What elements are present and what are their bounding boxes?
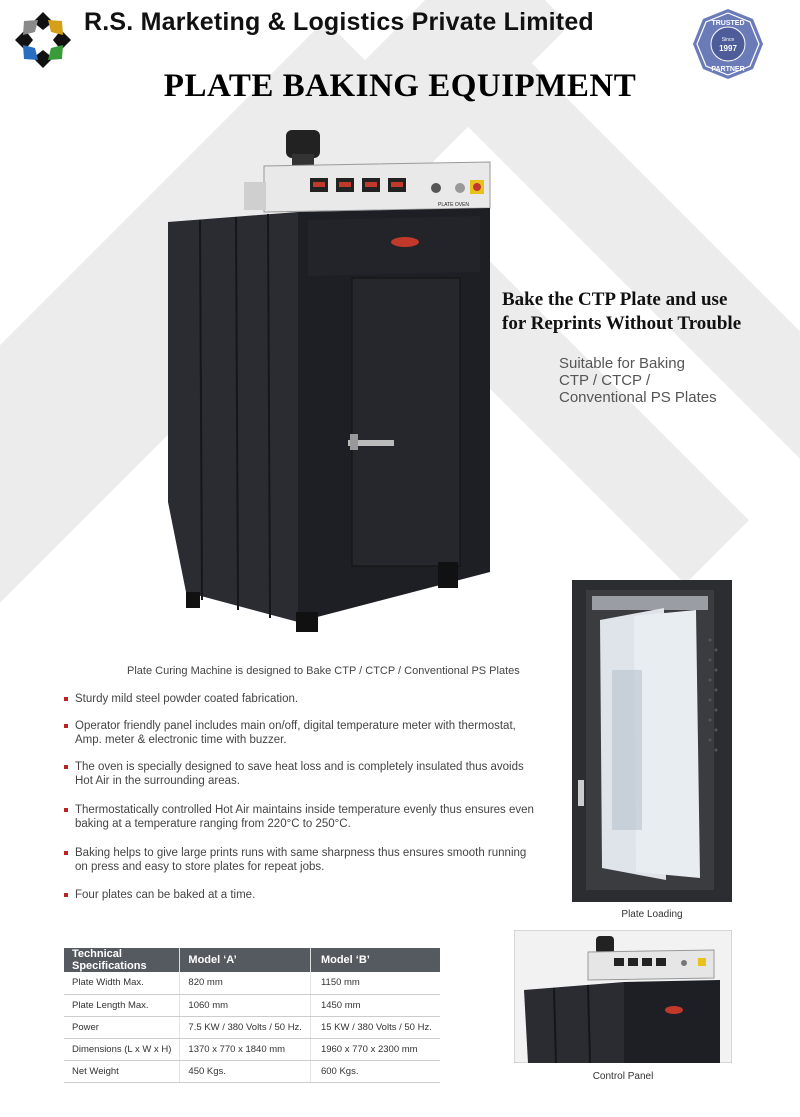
suitable-text <box>559 355 717 406</box>
feature-line: on press and easy to store plates for repeat jobs. <box>75 861 325 873</box>
plate-loading-caption: Plate Loading <box>621 909 683 920</box>
technical-specifications-table <box>64 948 440 1083</box>
table-row <box>64 1060 440 1082</box>
feature-line: Four plates can be baked at a time. <box>75 889 256 901</box>
table-cell: Net Weight <box>64 1060 180 1082</box>
table-cell: 1450 mm <box>310 994 439 1016</box>
feature-item <box>64 846 554 874</box>
feature-line: The oven is specially designed to save heat loss and is completely insulated thus avoids <box>75 761 524 773</box>
bullet-icon <box>64 697 68 701</box>
table-cell: Power <box>64 1016 180 1038</box>
plate-loading-image <box>572 580 732 902</box>
table-cell: 820 mm <box>180 972 311 994</box>
feature-item <box>64 888 554 902</box>
tagline-line-2: for Reprints Without Trouble <box>502 313 742 334</box>
table-cell: Dimensions (L x W x H) <box>64 1038 180 1060</box>
tagline <box>502 288 741 336</box>
table-cell: 1060 mm <box>180 994 311 1016</box>
feature-line: Amp. meter & electronic time with buzzer. <box>75 734 287 746</box>
badge-bottom-text: PARTNER <box>711 66 745 73</box>
feature-list <box>64 692 554 902</box>
feature-item <box>64 719 554 747</box>
table-row <box>64 1038 440 1060</box>
table-cell: 15 KW / 380 Volts / 50 Hz. <box>310 1016 439 1038</box>
table-cell: 1150 mm <box>310 972 439 994</box>
table-cell: Plate Length Max. <box>64 994 180 1016</box>
bullet-icon <box>64 893 68 897</box>
badge-since-text: Since <box>721 37 735 43</box>
badge-top-text: TRUSTED <box>711 20 745 27</box>
feature-item <box>64 760 554 788</box>
control-panel-caption: Control Panel <box>592 1071 654 1082</box>
company-logo <box>10 10 76 70</box>
control-panel-image <box>514 930 732 1063</box>
bullet-icon <box>64 808 68 812</box>
table-cell: 450 Kgs. <box>180 1060 311 1082</box>
bullet-icon <box>64 765 68 769</box>
table-header-cell: Model ‘B’ <box>310 948 439 972</box>
plate-oven-image <box>160 122 500 642</box>
feature-line: Sturdy mild steel powder coated fabrication. <box>75 693 299 705</box>
company-name: R.S. Marketing & Logistics Private Limited <box>84 8 594 36</box>
table-cell: 600 Kgs. <box>310 1060 439 1082</box>
feature-line: baking at a temperature ranging from 220°C to 250°C. <box>75 818 351 830</box>
intro-text: Plate Curing Machine is designed to Bake CTP / CTCP / Conventional PS Plates <box>127 665 520 677</box>
table-cell: 1960 x 770 x 2300 mm <box>310 1038 439 1060</box>
feature-item <box>64 692 554 706</box>
bullet-icon <box>64 724 68 728</box>
feature-line: Thermostatically controlled Hot Air maintains inside temperature evenly thus ensures even <box>75 804 534 816</box>
page-title: PLATE BAKING EQUIPMENT <box>163 68 637 104</box>
table-row <box>64 972 440 994</box>
table-header-cell: Technical Specifications <box>64 948 180 972</box>
table-row <box>64 994 440 1016</box>
bullet-icon <box>64 851 68 855</box>
table-cell: 1370 x 770 x 1840 mm <box>180 1038 311 1060</box>
table-row <box>64 1016 440 1038</box>
table-cell: Plate Width Max. <box>64 972 180 994</box>
feature-item <box>64 803 554 831</box>
badge-year-text: 1997 <box>719 44 737 53</box>
feature-line: Baking helps to give large prints runs with same sharpness thus ensures smooth running <box>75 847 527 859</box>
suitable-line-3: Conventional PS Plates <box>559 389 717 406</box>
oven-panel-label: PLATE OVEN <box>438 202 470 208</box>
table-header-row <box>64 948 440 972</box>
tagline-line-1: Bake the CTP Plate and use <box>502 289 728 310</box>
suitable-line-2: CTP / CTCP / <box>559 372 651 389</box>
feature-line: Operator friendly panel includes main on/off, digital temperature meter with thermostat, <box>75 720 516 732</box>
suitable-line-1: Suitable for Baking <box>559 355 685 372</box>
feature-line: Hot Air in the surrounding areas. <box>75 775 240 787</box>
table-header-cell: Model ‘A’ <box>180 948 311 972</box>
table-cell: 7.5 KW / 380 Volts / 50 Hz. <box>180 1016 311 1038</box>
